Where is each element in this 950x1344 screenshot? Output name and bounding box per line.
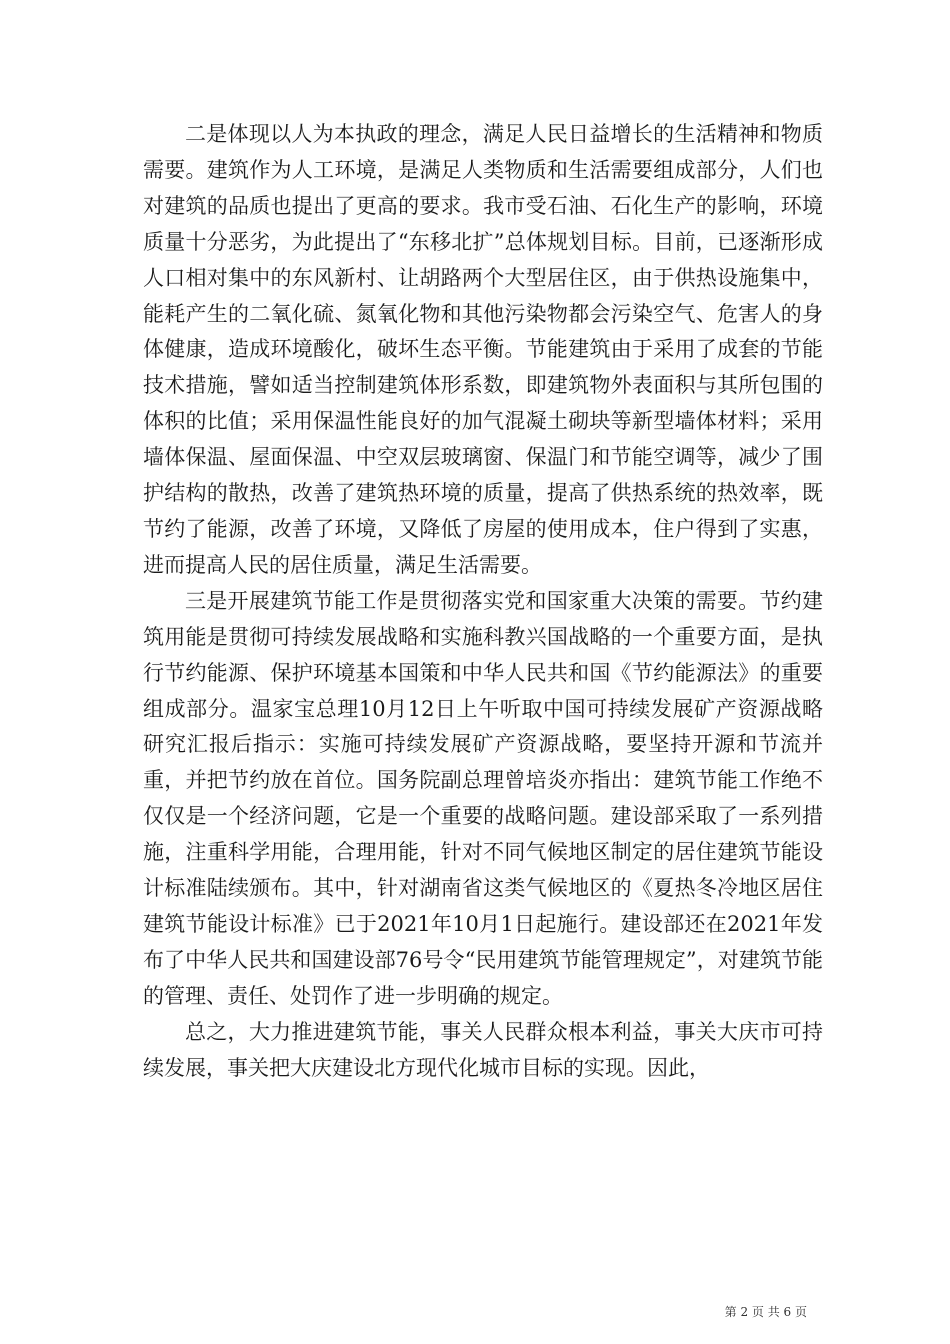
document-body xyxy=(143,117,823,1086)
paragraph-3: 三是开展建筑节能工作是贯彻落实党和国家重大决策的需要。节约建筑用能是贯彻可持续发展战略和实施科教兴国战略的一个重要方面，是执行节约能源、保护环境基本国策和中华人民共和国《节约能源法》的重要组成部分。温家宝总理10月12日上午听取中国可持续发展矿产资源战略研究汇报后指示：实施可持续发展矿产资源战略，要坚持开源和节流并重，并把节约放在首位。国务院副总理曾培炎亦指出：建筑节能工作绝不仅仅是一个经济问题，它是一个重要的战略问题。建设部采取了一系列措施，注重科学用能，合理用能，针对不同气候地区制定的居住建筑节能设计标准陆续颁布。其中，针对湖南省这类气候地区的《夏热冬冷地区居住建筑节能设计标准》已于2021年10月1日起施行。建设部还在2021年发布了中华人民共和国建设部76号令“民用建筑节能管理规定”，对建筑节能的管理、责任、处罚作了进一步明确的规定。 xyxy=(143,588,823,1008)
paragraph-conclusion: 总之，大力推进建筑节能，事关人民群众根本利益，事关大庆市可持续发展，事关把大庆建设北方现代化城市目标的实现。因此， xyxy=(143,1019,823,1080)
paragraph-2: 二是体现以人为本执政的理念，满足人民日益增长的生活精神和物质需要。建筑作为人工环境，是满足人类物质和生活需要组成部分，人们也对建筑的品质也提出了更高的要求。我市受石油、石化生产的影响，环境质量十分恶劣，为此提出了“东移北扩”总体规划目标。目前，已逐渐形成人口相对集中的东风新村、让胡路两个大型居住区，由于供热设施集中，能耗产生的二氧化硫、氮氧化物和其他污染物都会污染空气、危害人的身体健康，造成环境酸化，破坏生态平衡。节能建筑由于采用了成套的节能技术措施，譬如适当控制建筑体形系数，即建筑物外表面积与其所包围的体积的比值；采用保温性能良好的加气混凝土砌块等新型墙体材料；采用墙体保温、屋面保温、中空双层玻璃窗、保温门和节能空调等，减少了围护结构的散热，改善了建筑热环境的质量，提高了供热系统的热效率，既节约了能源，改善了环境，又降低了房屋的使用成本，住户得到了实惠，进而提高人民的居住质量，满足生活需要。 xyxy=(143,122,823,577)
page-number: 第 2 页 共 6 页 xyxy=(724,1305,807,1319)
